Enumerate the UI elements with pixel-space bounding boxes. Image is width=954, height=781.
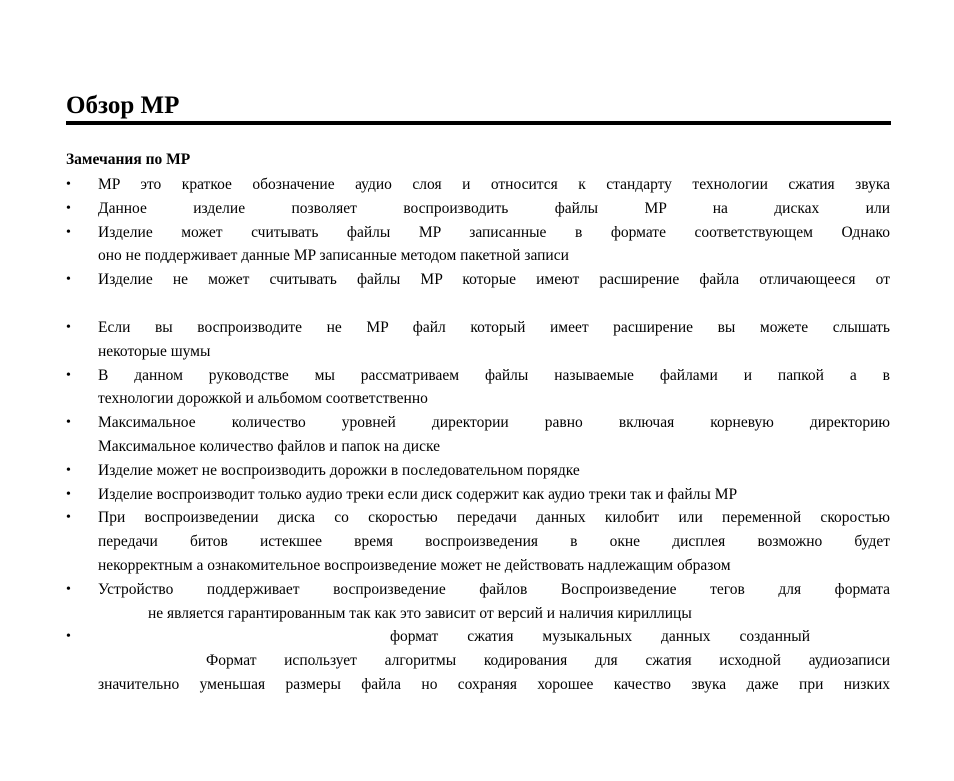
- bullet-icon: •: [66, 272, 71, 288]
- bullet-icon: •: [66, 200, 71, 216]
- bullet-icon: •: [66, 581, 71, 597]
- item-text-line: MP это краткое обозначение аудио слоя и относится к стандарту технологии сжатия звука: [98, 176, 890, 193]
- title-underline-rule: [66, 121, 891, 125]
- list-item: [0, 411, 954, 459]
- item-text-line: технологии дорожкой и альбомом соответственно: [98, 390, 428, 408]
- item-text-line: Если вы воспроизводите не MP файл который имеет расширение вы можете слышать: [98, 318, 890, 336]
- list-item: [0, 483, 954, 507]
- list-item: [0, 316, 954, 364]
- item-text-line: формат сжатия музыкальных данных созданный: [390, 628, 810, 646]
- page-title: Обзор MP: [66, 92, 180, 119]
- list-item: [0, 221, 954, 269]
- item-text-line: значительно уменьшая размеры файла но сохраняя хорошее качество звука даже при низких: [98, 675, 890, 693]
- list-item: [0, 268, 954, 316]
- list-item: [0, 197, 954, 221]
- bullet-icon: •: [66, 462, 71, 478]
- blank-line: [0, 292, 954, 316]
- bullet-icon: •: [66, 224, 71, 240]
- item-text-line: При воспроизведении диска со скоростью передачи данных килобит или переменной скоростью: [98, 509, 890, 527]
- item-text-line: В данном руководстве мы рассматриваем файлы называемые файлами и папкой а в: [98, 366, 890, 384]
- list-item: [0, 578, 954, 626]
- item-text-line: Изделие воспроизводит только аудио треки если диск содержит как аудио треки так и файлы MP: [98, 485, 738, 503]
- bullet-icon: •: [66, 629, 71, 645]
- item-text-line: некорректным а ознакомительное воспроизведение может не действовать надлежащим образом: [98, 556, 731, 574]
- item-text-line: Формат использует алгоритмы кодирования для сжатия исходной аудиозаписи: [206, 652, 890, 670]
- item-text-line: Данное изделие позволяет воспроизводить файлы MP на дисках или: [98, 199, 890, 217]
- list-item: [0, 364, 954, 412]
- bullet-icon: •: [66, 486, 71, 502]
- item-text-line: передачи битов истекшее время воспроизведения в окне дисплея возможно будет: [98, 533, 890, 551]
- list-item: [0, 173, 954, 197]
- item-text-line: оно не поддерживает данные MP записанные методом пакетной записи: [98, 247, 569, 265]
- item-text-line: Изделие может считывать файлы MP записанные в формате соответствующем Однако: [98, 223, 890, 241]
- list-item: [0, 506, 954, 577]
- notes-list: [0, 173, 954, 697]
- bullet-icon: •: [66, 510, 71, 526]
- item-text-line: некоторые шумы: [98, 342, 211, 360]
- item-text-line: Устройство поддерживает воспроизведение файлов Воспроизведение тегов для формата: [98, 580, 890, 598]
- item-text-line: Максимальное количество уровней директории равно включая корневую директорию: [98, 414, 890, 432]
- notes-heading: Замечания по MP: [66, 151, 191, 168]
- item-text-line: Изделие может не воспроизводить дорожки в последовательном порядке: [98, 461, 580, 479]
- item-text-line: Изделие не может считывать файлы MP которые имеют расширение файла отличающееся от: [98, 271, 890, 289]
- bullet-icon: •: [66, 177, 71, 192]
- bullet-icon: •: [66, 415, 71, 431]
- bullet-icon: •: [66, 319, 71, 335]
- item-text-line: Максимальное количество файлов и папок на диске: [98, 437, 440, 455]
- list-item: [0, 459, 954, 483]
- bullet-icon: •: [66, 367, 71, 383]
- item-text-line: не является гарантированным так как это зависит от версий и наличия кириллицы: [148, 604, 692, 622]
- list-item: [0, 625, 954, 696]
